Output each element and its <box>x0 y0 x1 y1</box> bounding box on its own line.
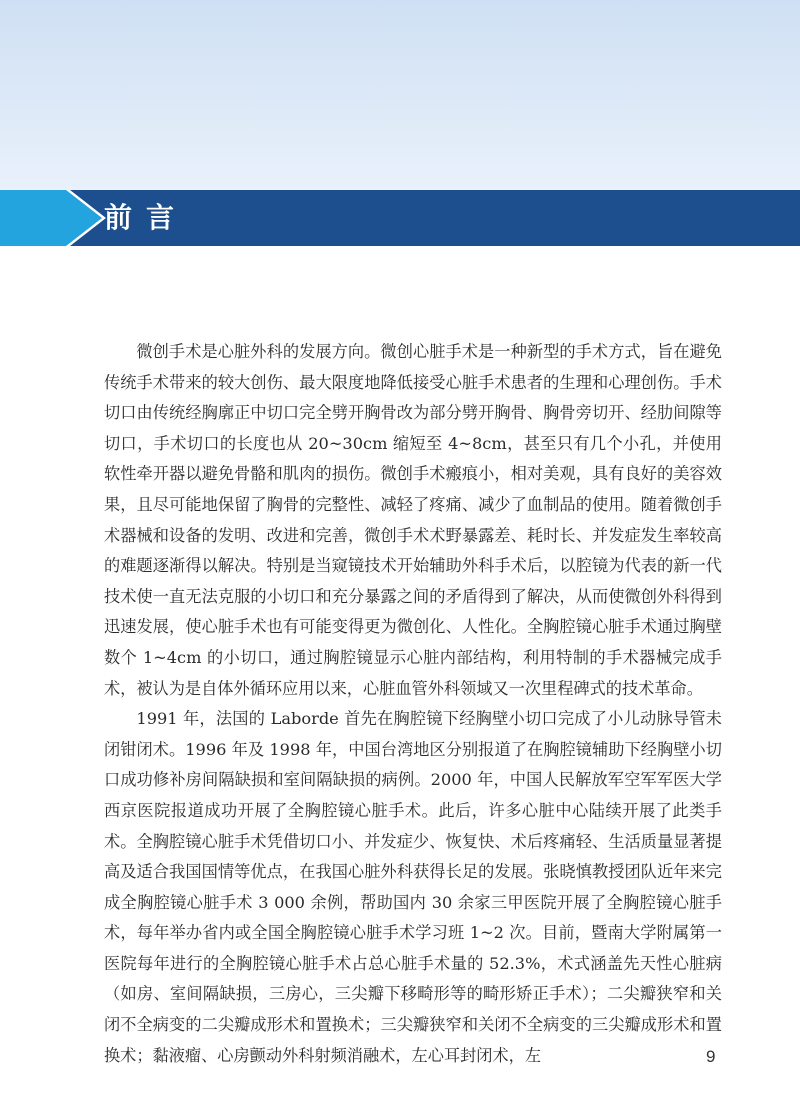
body-text <box>104 337 722 1071</box>
chapter-title-bar <box>0 190 800 246</box>
chapter-title: 前言 <box>104 201 189 234</box>
page-number: 9 <box>706 1047 716 1066</box>
paragraph: 1991 年，法国的 Laborde 首先在胸腔镜下经胸壁小切口完成了小儿动脉导管未闭钳闭术。1996 年及 1998 年，中国台湾地区分别报道了在胸腔镜辅助下经胸壁小切口成功修补房间隔缺损和室间隔缺损的病例。2000 年，中国人民解放军空军军医大学西京医院报道成功开展了全胸腔镜心脏手术。此后，许多心脏中心陆续开展了此类手术。全胸腔镜心脏手术凭借切口小、并发症少、恢复快、术后疼痛轻、生活质量显著提高及适合我国国情等优点，在我国心脏外科获得长足的发展。张晓慎教授团队近年来完成全胸腔镜心脏手术 3 000 余例，帮助国内 30 余家三甲医院开展了全胸腔镜心脏手术，每年举办省内或全国全胸腔镜心脏手术学习班 1~2 次。目前，暨南大学附属第一医院每年进行的全胸腔镜心脏手术占总心脏手术量的 52.3%，术式涵盖先天性心脏病（如房、室间隔缺损，三房心，三尖瓣下移畸形等的畸形矫正手术）；二尖瓣狭窄和关闭不全病变的二尖瓣成形术和置换术；三尖瓣狭窄和关闭不全病变的三尖瓣成形术和置换术；黏液瘤、心房颤动外科射频消融术，左心耳封闭术，左 <box>104 709 722 1065</box>
paragraph: 微创手术是心脏外科的发展方向。微创心脏手术是一种新型的手术方式，旨在避免传统手术带来的较大创伤、最大限度地降低接受心脏手术患者的生理和心理创伤。手术切口由传统经胸廓正中切口完全劈开胸骨改为部分劈开胸骨、胸骨旁切开、经肋间隙等切口，手术切口的长度也从 20~30cm 缩短至 4~8cm，甚至只有几个小孔，并使用软性牵开器以避免骨骼和肌肉的损伤。微创手术瘢痕小，相对美观，具有良好的美容效果，且尽可能地保留了胸骨的完整性、减轻了疼痛、减少了血制品的使用。随着微创手术器械和设备的发明、改进和完善，微创手术术野暴露差、耗时长、并发症发生率较高的难题逐渐得以解决。特别是当窥镜技术开始辅助外科手术后，以腔镜为代表的新一代技术使一直无法克服的小切口和充分暴露之间的矛盾得到了解决，从而使微创外科得到迅速发展，使心脏手术也有可能变得更为微创化、人性化。全胸腔镜心脏手术通过胸壁数个 1~4cm 的小切口，通过胸腔镜显示心脏内部结构，利用特制的手术器械完成手术，被认为是自体外循环应用以来，心脏血管外科领域又一次里程碑式的技术革命。 <box>104 342 722 698</box>
header-band <box>0 0 800 190</box>
